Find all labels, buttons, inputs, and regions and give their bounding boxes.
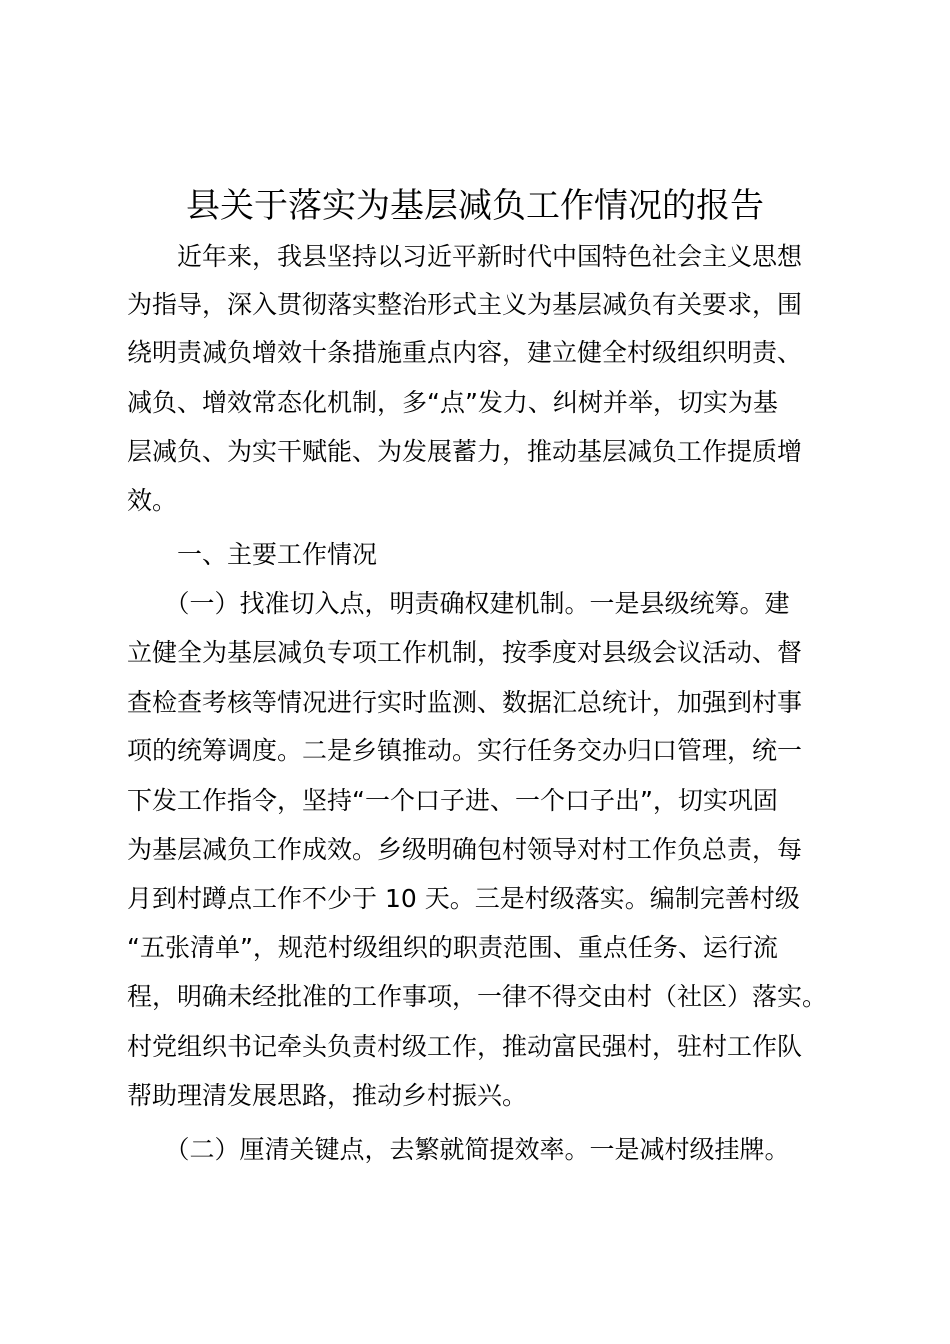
paragraph-line: 下发工作指令，坚持“一个口子进、一个口子出”，切实巩固	[127, 786, 778, 815]
paragraph-line: 村党组织书记牵头负责村级工作，推动富民强村，驻村工作队	[127, 1032, 803, 1061]
paragraph-line: 立健全为基层减负专项工作机制，按季度对县级会议活动、督	[127, 638, 803, 667]
paragraph-line: 帮助理清发展思路，推动乡村振兴。	[127, 1081, 528, 1110]
paragraph-line: 近年来，我县坚持以习近平新时代中国特色社会主义思想	[127, 242, 803, 271]
paragraph-line: 绕明责减负增效十条措施重点内容，建立健全村级组织明责、	[127, 338, 803, 367]
paragraph-line: 减负、增效常态化机制，多“点”发力、纠树并举，切实为基	[127, 388, 778, 417]
paragraph-line: （一）找准切入点，明责确权建机制。一是县级统筹。建	[127, 589, 790, 618]
paragraph-line: 查检查考核等情况进行实时监测、数据汇总统计，加强到村事	[127, 688, 803, 717]
paragraph-line: （二）厘清关键点，去繁就简提效率。一是减村级挂牌。	[127, 1135, 790, 1164]
paragraph-line: 为基层减负工作成效。乡级明确包村领导对村工作负总责，每	[127, 835, 803, 864]
section-heading: 一、主要工作情况	[127, 540, 378, 569]
paragraph-line: “五张清单”，规范村级组织的职责范围、重点任务、运行流	[127, 933, 778, 962]
paragraph-line: 项的统筹调度。二是乡镇推动。实行任务交办归口管理，统一	[127, 736, 803, 765]
paragraph-line: 为指导，深入贯彻落实整治形式主义为基层减负有关要求，围	[127, 290, 803, 319]
paragraph-line: 月到村蹲点工作不少于 10 天。三是村级落实。编制完善村级	[127, 884, 800, 913]
paragraph-line: 程，明确未经批准的工作事项，一律不得交由村（社区）落实。	[127, 982, 828, 1011]
paragraph-line: 层减负、为实干赋能、为发展蓄力，推动基层减负工作提质增	[127, 437, 803, 466]
document-title: 县关于落实为基层减负工作情况的报告	[186, 186, 764, 226]
paragraph-line: 效。	[127, 486, 178, 515]
